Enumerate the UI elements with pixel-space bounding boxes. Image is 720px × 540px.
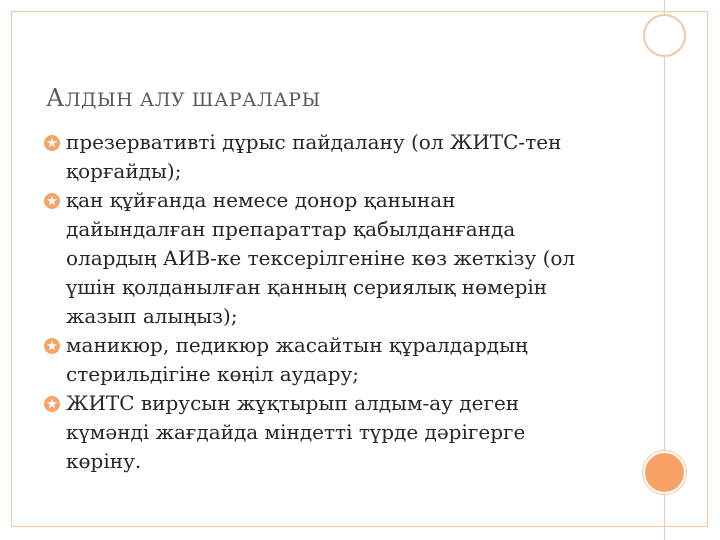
bullet-line: маникюр, педикюр жасайтын құралдардың — [66, 333, 528, 357]
bullet-item-1 — [44, 128, 624, 186]
bullet-list — [44, 128, 624, 476]
bullet-text — [66, 128, 624, 186]
bullet-item-4 — [44, 389, 624, 476]
star-in-circle-icon — [44, 193, 60, 209]
bullet-item-2 — [44, 186, 624, 331]
slide-title-rest: ЛДЫН АЛУ ШАРАЛАРЫ — [64, 89, 321, 111]
bullet-line: үшін қолданылған қанның сериялық нөмерін — [66, 275, 548, 299]
bullet-line: стерильдігіне көңіл аудару; — [66, 362, 359, 386]
slide-title — [46, 76, 321, 114]
bullet-line: жазып алыңыз); — [66, 304, 238, 328]
bullet-line: қорғайды); — [66, 159, 182, 183]
bullet-line: дайындалған препараттар қабылданғанда — [66, 217, 516, 241]
bullet-line: қан құйғанда немесе донор қанынан — [66, 188, 456, 212]
decorative-circle-bottom — [643, 451, 686, 494]
bullet-line: олардың АИВ-ке тексерілгеніне көз жеткізу (ол — [66, 246, 576, 270]
slide-title-initial: А — [46, 84, 65, 112]
star-in-circle-icon — [44, 396, 60, 412]
bullet-line: көріну. — [66, 449, 142, 473]
bullet-text — [66, 186, 624, 331]
bullet-line: презервативті дұрыс пайдалану (ол ЖИТС-тен — [66, 130, 562, 154]
bullet-line: күмәнді жағдайда міндетті түрде дәрігерге — [66, 420, 526, 444]
bullet-item-3 — [44, 331, 624, 389]
bullet-text — [66, 389, 624, 476]
decorative-circle-top — [643, 14, 686, 57]
star-in-circle-icon — [44, 338, 60, 354]
star-in-circle-icon — [44, 135, 60, 151]
bullet-line: ЖИТС вирусын жұқтырып алдым-ау деген — [66, 391, 520, 415]
bullet-text — [66, 331, 624, 389]
